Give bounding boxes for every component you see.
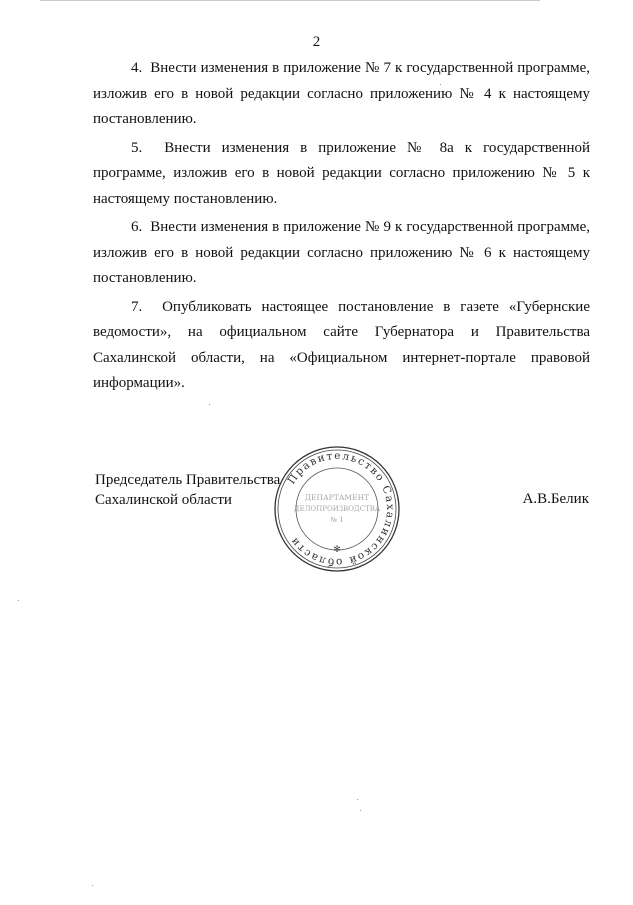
paragraph-item-4: 4. Внести изменения в приложение № 7 к государственной программе, изложив его в новой редакции согласно приложению № 4 к настоящему постановлению. xyxy=(93,60,590,127)
scan-top-edge xyxy=(40,0,540,1)
svg-text:Правительство Сахалинской обла: Правительство Сахалинской области xyxy=(285,449,397,569)
signatory-title xyxy=(95,470,295,510)
svg-text:✻: ✻ xyxy=(333,545,341,555)
paragraph-item-5: 5. Внести изменения в приложение № 8а к государственной программе, изложив его в новой редакции согласно приложению № 5 к настоящему постановлению. xyxy=(93,139,590,207)
svg-text:ДЕПАРТАМЕНТ: ДЕПАРТАМЕНТ xyxy=(304,493,370,502)
document-body xyxy=(93,56,590,400)
svg-text:№ 1: № 1 xyxy=(330,516,344,524)
signatory-name: А.В.Белик xyxy=(522,491,589,507)
official-seal xyxy=(272,444,402,574)
svg-text:ДЕЛОПРОИЗВОДСТВА: ДЕЛОПРОИЗВОДСТВА xyxy=(293,505,381,513)
page-number: 2 xyxy=(312,34,321,50)
signatory-title-line1: Председатель Правительства xyxy=(95,472,281,488)
paragraph-item-7: 7. Опубликовать настоящее постановление в газете «Губернские ведомости», на официальном сайте Губернатора и Правительства Сахалинской области, на «Официальном интернет-портале правовой информации». xyxy=(93,298,590,391)
paragraph-item-6: 6. Внести изменения в приложение № 9 к государственной программе, изложив его в новой редакции согласно приложению № 6 к настоящему постановлению. xyxy=(93,219,590,286)
signatory-title-line2: Сахалинской области xyxy=(95,492,232,508)
